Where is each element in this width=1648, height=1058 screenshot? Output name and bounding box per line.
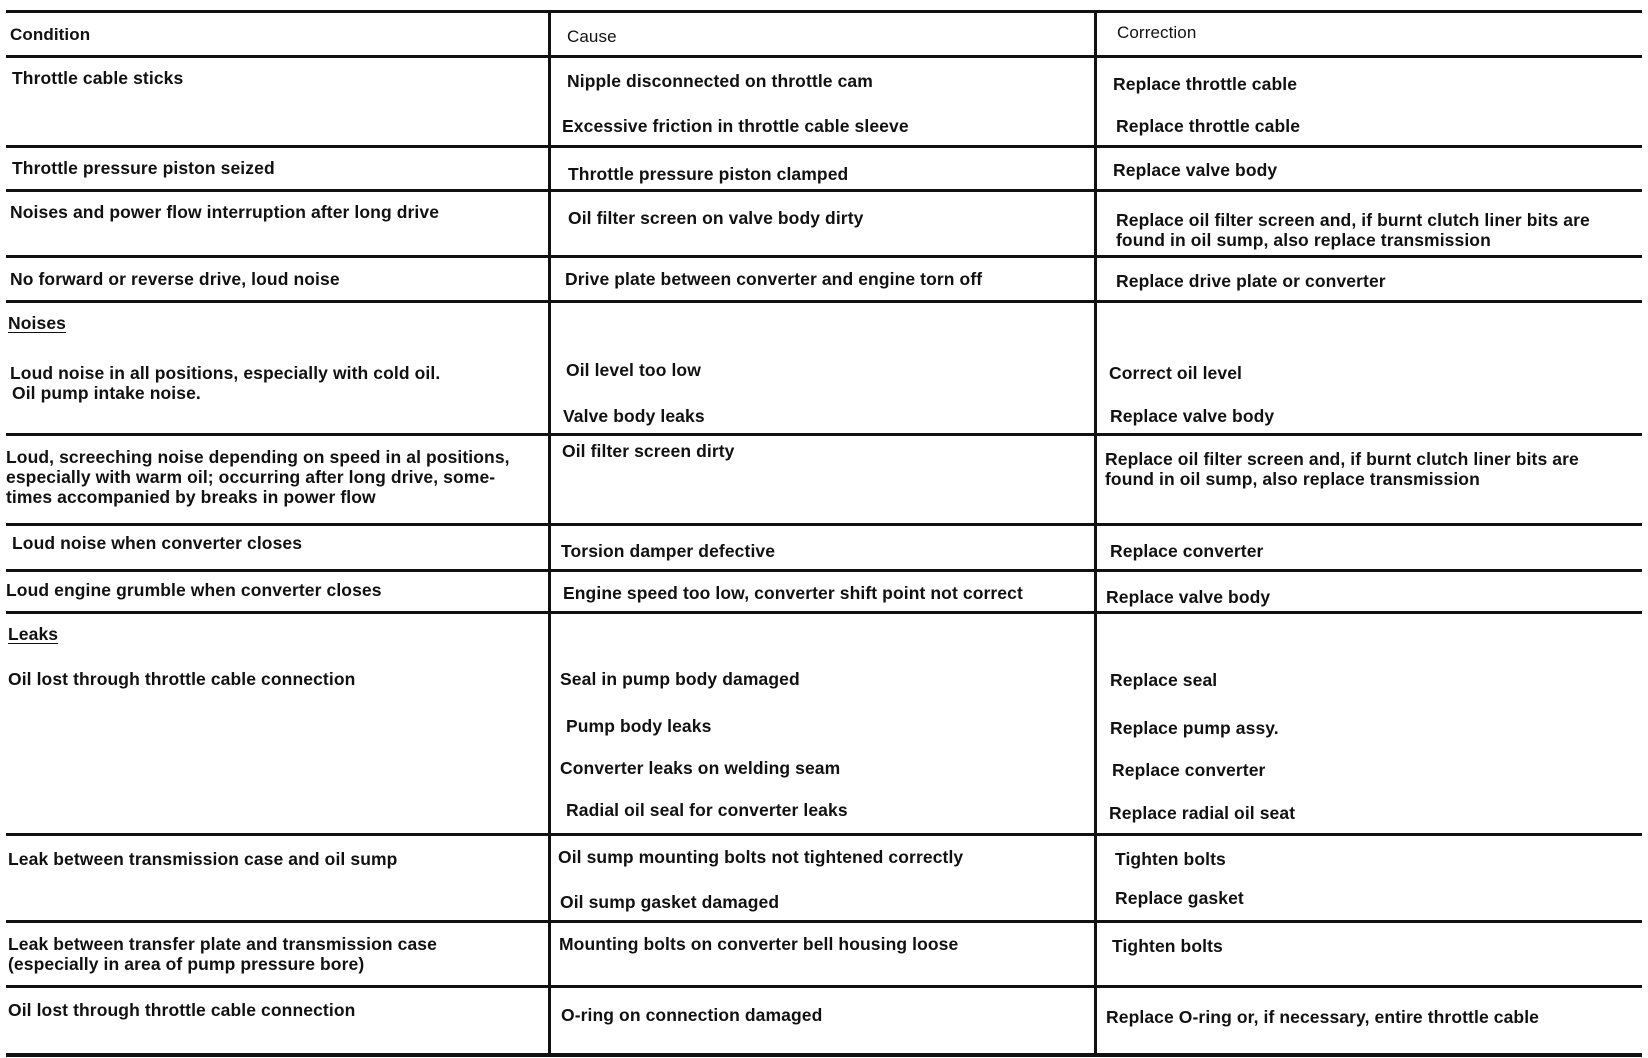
correction-cell: Replace pump assy.	[1110, 718, 1279, 738]
condition-cell: Oil pump intake noise.	[12, 383, 201, 403]
row-rule	[6, 433, 1642, 436]
row-rule	[6, 611, 1642, 614]
condition-cell: Leak between transfer plate and transmission case	[8, 934, 437, 954]
correction-cell: Tighten bolts	[1115, 849, 1226, 869]
row-rule	[6, 523, 1642, 526]
cause-cell: Throttle pressure piston clamped	[568, 164, 849, 184]
correction-cell: Replace converter	[1112, 760, 1266, 780]
cause-cell: Engine speed too low, converter shift point not correct	[563, 583, 1023, 603]
cause-cell: Oil sump mounting bolts not tightened correctly	[558, 847, 964, 867]
correction-cell: Replace valve body	[1113, 160, 1278, 180]
condition-header: Condition	[10, 25, 91, 44]
cause-cell: Mounting bolts on converter bell housing loose	[559, 934, 959, 954]
table-bottom-rule	[6, 1053, 1642, 1057]
column-divider-1	[548, 10, 551, 1057]
condition-cell: Noises and power flow interruption after long drive	[10, 202, 440, 222]
correction-cell: Replace gasket	[1115, 888, 1244, 908]
condition-cell: Throttle cable sticks	[12, 68, 184, 88]
condition-cell: Loud engine grumble when converter closes	[6, 580, 382, 600]
cause-cell: Drive plate between converter and engine torn off	[565, 269, 983, 289]
correction-header: Correction	[1117, 23, 1197, 42]
correction-cell: Replace oil filter screen and, if burnt clutch liner bits are	[1105, 449, 1579, 469]
section-heading-leaks: Leaks	[8, 624, 59, 644]
row-rule	[6, 569, 1642, 572]
cause-cell: Excessive friction in throttle cable sleeve	[562, 116, 909, 136]
correction-cell: Replace throttle cable	[1116, 116, 1301, 136]
cause-cell: Valve body leaks	[563, 406, 705, 426]
condition-cell: Loud noise in all positions, especially with cold oil.	[10, 363, 441, 383]
condition-cell: Oil lost through throttle cable connection	[8, 669, 356, 689]
correction-cell: found in oil sump, also replace transmission	[1105, 469, 1480, 489]
correction-cell: Replace converter	[1110, 541, 1264, 561]
correction-cell: Tighten bolts	[1112, 936, 1223, 956]
correction-cell: Replace throttle cable	[1113, 74, 1298, 94]
correction-cell: Replace drive plate or converter	[1116, 271, 1386, 291]
cause-header: Cause	[567, 27, 617, 46]
cause-cell: Seal in pump body damaged	[560, 669, 800, 689]
row-rule	[6, 255, 1642, 258]
row-rule	[6, 985, 1642, 988]
correction-cell: Replace radial oil seat	[1109, 803, 1296, 823]
cause-cell: Oil filter screen dirty	[562, 441, 735, 461]
condition-cell: Oil lost through throttle cable connection	[8, 1000, 356, 1020]
condition-cell: especially with warm oil; occurring after long drive, some-	[6, 467, 496, 487]
column-divider-2	[1094, 10, 1097, 1057]
condition-cell: No forward or reverse drive, loud noise	[10, 269, 340, 289]
row-rule	[6, 300, 1642, 303]
cause-cell: Pump body leaks	[566, 716, 712, 736]
cause-cell: Torsion damper defective	[561, 541, 776, 561]
table-top-rule	[6, 10, 1642, 13]
cause-cell: Oil sump gasket damaged	[560, 892, 780, 912]
correction-cell: Replace oil filter screen and, if burnt clutch liner bits are	[1116, 210, 1590, 230]
condition-cell: Loud noise when converter closes	[12, 533, 303, 553]
row-rule	[6, 145, 1642, 148]
cause-cell: Radial oil seal for converter leaks	[566, 800, 848, 820]
cause-cell: Oil filter screen on valve body dirty	[568, 208, 864, 228]
condition-cell: Loud, screeching noise depending on speed in al positions,	[6, 447, 510, 467]
correction-cell: Replace valve body	[1106, 587, 1271, 607]
condition-cell: Leak between transmission case and oil sump	[8, 849, 398, 869]
condition-cell: (especially in area of pump pressure bore)	[8, 954, 365, 974]
correction-cell: Replace O-ring or, if necessary, entire throttle cable	[1106, 1007, 1539, 1027]
row-rule	[6, 833, 1642, 836]
cause-cell: Nipple disconnected on throttle cam	[567, 71, 873, 91]
row-rule	[6, 189, 1642, 192]
row-rule	[6, 920, 1642, 923]
correction-cell: Correct oil level	[1109, 363, 1243, 383]
cause-cell: Converter leaks on welding seam	[560, 758, 841, 778]
correction-cell: found in oil sump, also replace transmission	[1116, 230, 1491, 250]
cause-cell: O-ring on connection damaged	[561, 1005, 823, 1025]
row-rule	[6, 55, 1642, 58]
correction-cell: Replace seal	[1110, 670, 1218, 690]
cause-cell: Oil level too low	[566, 360, 701, 380]
condition-cell: Throttle pressure piston seized	[12, 158, 275, 178]
correction-cell: Replace valve body	[1110, 406, 1275, 426]
section-heading-noises: Noises	[8, 313, 66, 333]
condition-cell: times accompanied by breaks in power flow	[6, 487, 376, 507]
